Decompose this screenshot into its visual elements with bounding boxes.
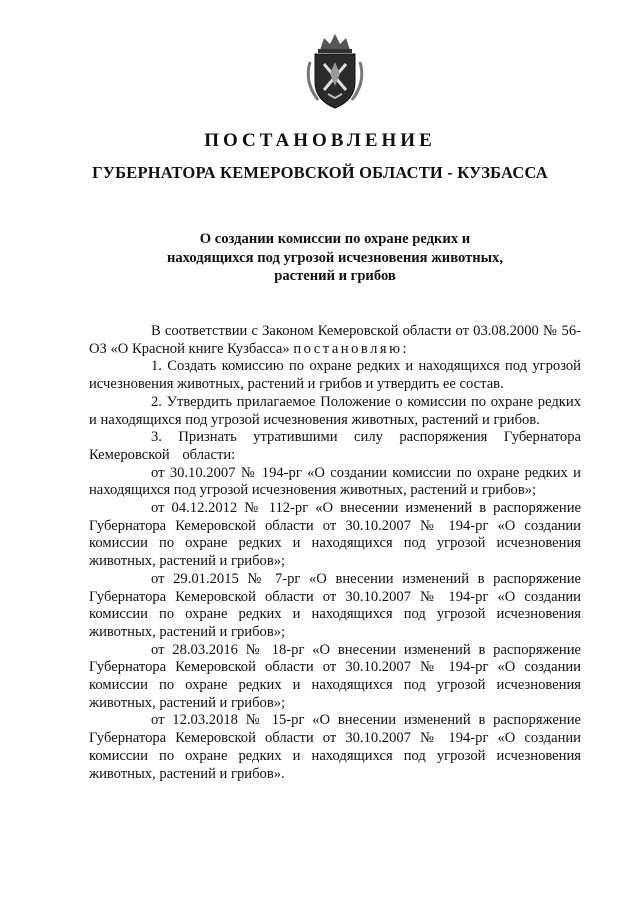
document-heading: [130, 230, 540, 286]
repealed-item: от 29.01.2015 № 7-рг «О внесении изменений в распоряжение Губернатора Кемеровской области от 30.10.2007 № 194-рг «О создании комиссии по охране редких и находящихся под угрозой исчезновения животных, растений и грибов»;: [89, 570, 581, 640]
resolution-word: постановляю:: [293, 340, 410, 357]
repealed-item: от 28.03.2016 № 18-рг «О внесении изменений в распоряжение Губернатора Кемеровской области от 30.10.2007 № 194-рг «О создании комиссии по охране редких и находящихся под угрозой исчезновения животных, растений и грибов»;: [89, 641, 581, 711]
repealed-item: от 30.10.2007 № 194-рг «О создании комиссии по охране редких и находящихся под угрозой исчезновения животных, растений и грибов»;: [89, 464, 581, 499]
issuer-subtitle: ГУБЕРНАТОРА КЕМЕРОВСКОЙ ОБЛАСТИ - КУЗБАССА: [92, 163, 548, 182]
document-title: ПОСТАНОВЛЕНИЕ: [204, 130, 436, 151]
heading-line: О создании комиссии по охране редких и: [199, 231, 471, 247]
paragraph-3: 3. Признать утратившими силу распоряжения Губернатора Кемеровской области:: [89, 429, 581, 463]
document-body: [89, 323, 581, 783]
heading-line: растений и грибов: [274, 268, 396, 284]
paragraph-1: 1. Создать комиссию по охране редких и находящихся под угрозой исчезновения животных, растений и грибов и утвердить ее состав.: [89, 358, 581, 393]
coat-of-arms-icon: [300, 32, 370, 112]
intro-paragraph: [89, 323, 581, 358]
intro-text: В соответствии с Законом Кемеровской области от 03.08.2000 № 56-ОЗ «О Красной книге Кузбасса»: [89, 323, 581, 357]
repealed-item: от 04.12.2012 № 112-рг «О внесении изменений в распоряжение Губернатора Кемеровской области от 30.10.2007 № 194-рг «О создании комиссии по охране редких и находящихся под угрозой исчезновения животных, растений и грибов»;: [89, 500, 581, 570]
paragraph-2: 2. Утвердить прилагаемое Положение о комиссии по охране редких и находящихся под угрозой исчезновения животных, растений и грибов.: [89, 393, 581, 428]
repealed-item: от 12.03.2018 № 15-рг «О внесении изменений в распоряжение Губернатора Кемеровской области от 30.10.2007 № 194-рг «О создании комиссии по охране редких и находящихся под угрозой исчезновения животных, растений и грибов».: [89, 712, 581, 782]
heading-line: находящихся под угрозой исчезновения животных,: [166, 249, 504, 266]
